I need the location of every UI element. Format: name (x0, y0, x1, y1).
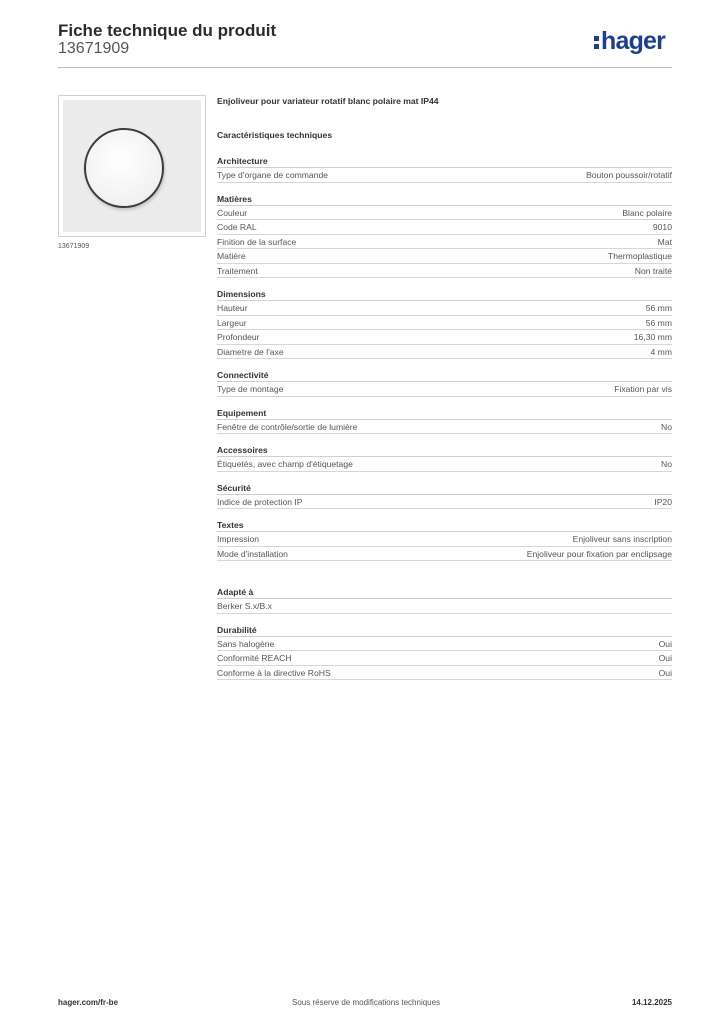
spec-section (217, 624, 672, 681)
product-image (58, 95, 206, 237)
spec-row (217, 235, 672, 250)
section-title: Dimensions (217, 288, 672, 301)
spec-section (217, 369, 672, 397)
spec-value: Blanc polaire (622, 207, 672, 218)
spec-value: Thermoplastique (607, 251, 672, 261)
spec-value: IP20 (654, 496, 672, 507)
logo-text: hager (601, 27, 666, 55)
spec-row (217, 264, 672, 279)
spec-label: Hauteur (217, 303, 248, 313)
spec-section (217, 193, 672, 279)
spec-row (217, 457, 672, 472)
spec-value: Fixation par vis (614, 384, 672, 394)
spec-value: Oui (658, 653, 672, 663)
spec-section (217, 288, 672, 359)
section-title: Architecture (217, 155, 672, 168)
section-title: Textes (217, 519, 672, 532)
spec-value: Oui (658, 667, 672, 678)
spec-section (217, 586, 672, 614)
spec-value: Bouton poussoir/rotatif (586, 170, 672, 180)
spec-value: 4 mm (650, 346, 672, 357)
spec-label: Fenêtre de contrôle/sortie de lumière (217, 421, 358, 432)
spec-label: Type de montage (217, 384, 284, 394)
spec-label: Sans halogène (217, 638, 275, 649)
spec-value: No (661, 459, 672, 469)
spec-label: Finition de la surface (217, 236, 297, 247)
spec-value: 56 mm (645, 317, 672, 328)
spec-label: Largeur (217, 317, 247, 328)
spec-label: Type d'organe de commande (217, 170, 329, 180)
spec-label: Impression (217, 534, 260, 544)
spec-value: Enjoliveur sans inscription (572, 534, 672, 544)
spec-row (217, 599, 672, 614)
spec-row (217, 666, 672, 681)
spec-value: Mat (657, 236, 672, 247)
spec-value: 16,30 mm (633, 332, 672, 342)
spec-row (217, 495, 672, 510)
spec-row (217, 532, 672, 547)
knob-cover-icon (84, 128, 164, 208)
spec-label: Matière (217, 251, 246, 261)
spec-heading: Caractéristiques techniques (217, 130, 333, 140)
product-plate (63, 100, 201, 232)
spec-row (217, 206, 672, 221)
spec-label: Berker S.x/B.x (217, 601, 272, 611)
spec-row (217, 382, 672, 397)
spec-label: Conforme à la directive RoHS (217, 667, 331, 678)
section-title: Equipement (217, 407, 672, 420)
spec-row (217, 637, 672, 652)
spec-row (217, 651, 672, 666)
product-name: Enjoliveur pour variateur rotatif blanc polaire mat IP44 (217, 96, 439, 106)
spec-row (217, 547, 672, 562)
section-title: Sécurité (217, 482, 672, 495)
hager-logo (594, 27, 665, 55)
spec-row (217, 301, 672, 316)
spec-label: Traitement (217, 265, 258, 276)
section-title: Matières (217, 193, 672, 206)
spec-section (217, 482, 672, 510)
header-divider (58, 67, 672, 68)
spec-label: Profondeur (217, 332, 260, 342)
spec-row (217, 420, 672, 435)
spec-label: Indice de protection IP (217, 496, 303, 507)
spec-value: Enjoliveur pour fixation par enclipsage (526, 548, 672, 559)
spec-label: Code RAL (217, 222, 257, 232)
spec-label: Conformité REACH (217, 653, 292, 663)
spec-sections (217, 155, 672, 680)
product-id: 13671909 (58, 40, 130, 57)
spec-value: Non traité (634, 265, 672, 276)
spec-row (217, 330, 672, 345)
spec-row (217, 220, 672, 235)
spec-section (217, 407, 672, 435)
spec-row (217, 316, 672, 331)
logo-dots-icon (594, 34, 599, 50)
footer-website: hager.com/fr-be (58, 998, 119, 1007)
footer-date: 14.12.2025 (631, 998, 672, 1007)
spec-row (217, 168, 672, 183)
spec-value: 9010 (652, 222, 672, 232)
spec-value: Oui (658, 638, 672, 649)
spec-label: Diametre de l'axe (217, 346, 284, 357)
section-title: Connectivité (217, 369, 672, 382)
section-title: Adapté à (217, 586, 672, 599)
spec-section (217, 444, 672, 472)
spec-value: 56 mm (645, 303, 672, 313)
spec-label: Couleur (217, 207, 248, 218)
spec-label: Étiquetés, avec champ d'étiquetage (217, 459, 353, 469)
section-title: Durabilité (217, 624, 672, 637)
spec-label: Mode d'installation (217, 548, 288, 559)
page-title: Fiche technique du produit (58, 21, 277, 40)
spec-row (217, 249, 672, 264)
image-caption: 13671909 (58, 243, 90, 250)
section-title: Accessoires (217, 444, 672, 457)
spec-content (217, 95, 672, 690)
spec-value: No (661, 421, 672, 432)
spec-row (217, 345, 672, 360)
spec-section (217, 519, 672, 561)
footer-notice: Sous réserve de modifications techniques (292, 998, 441, 1007)
spec-section (217, 155, 672, 183)
